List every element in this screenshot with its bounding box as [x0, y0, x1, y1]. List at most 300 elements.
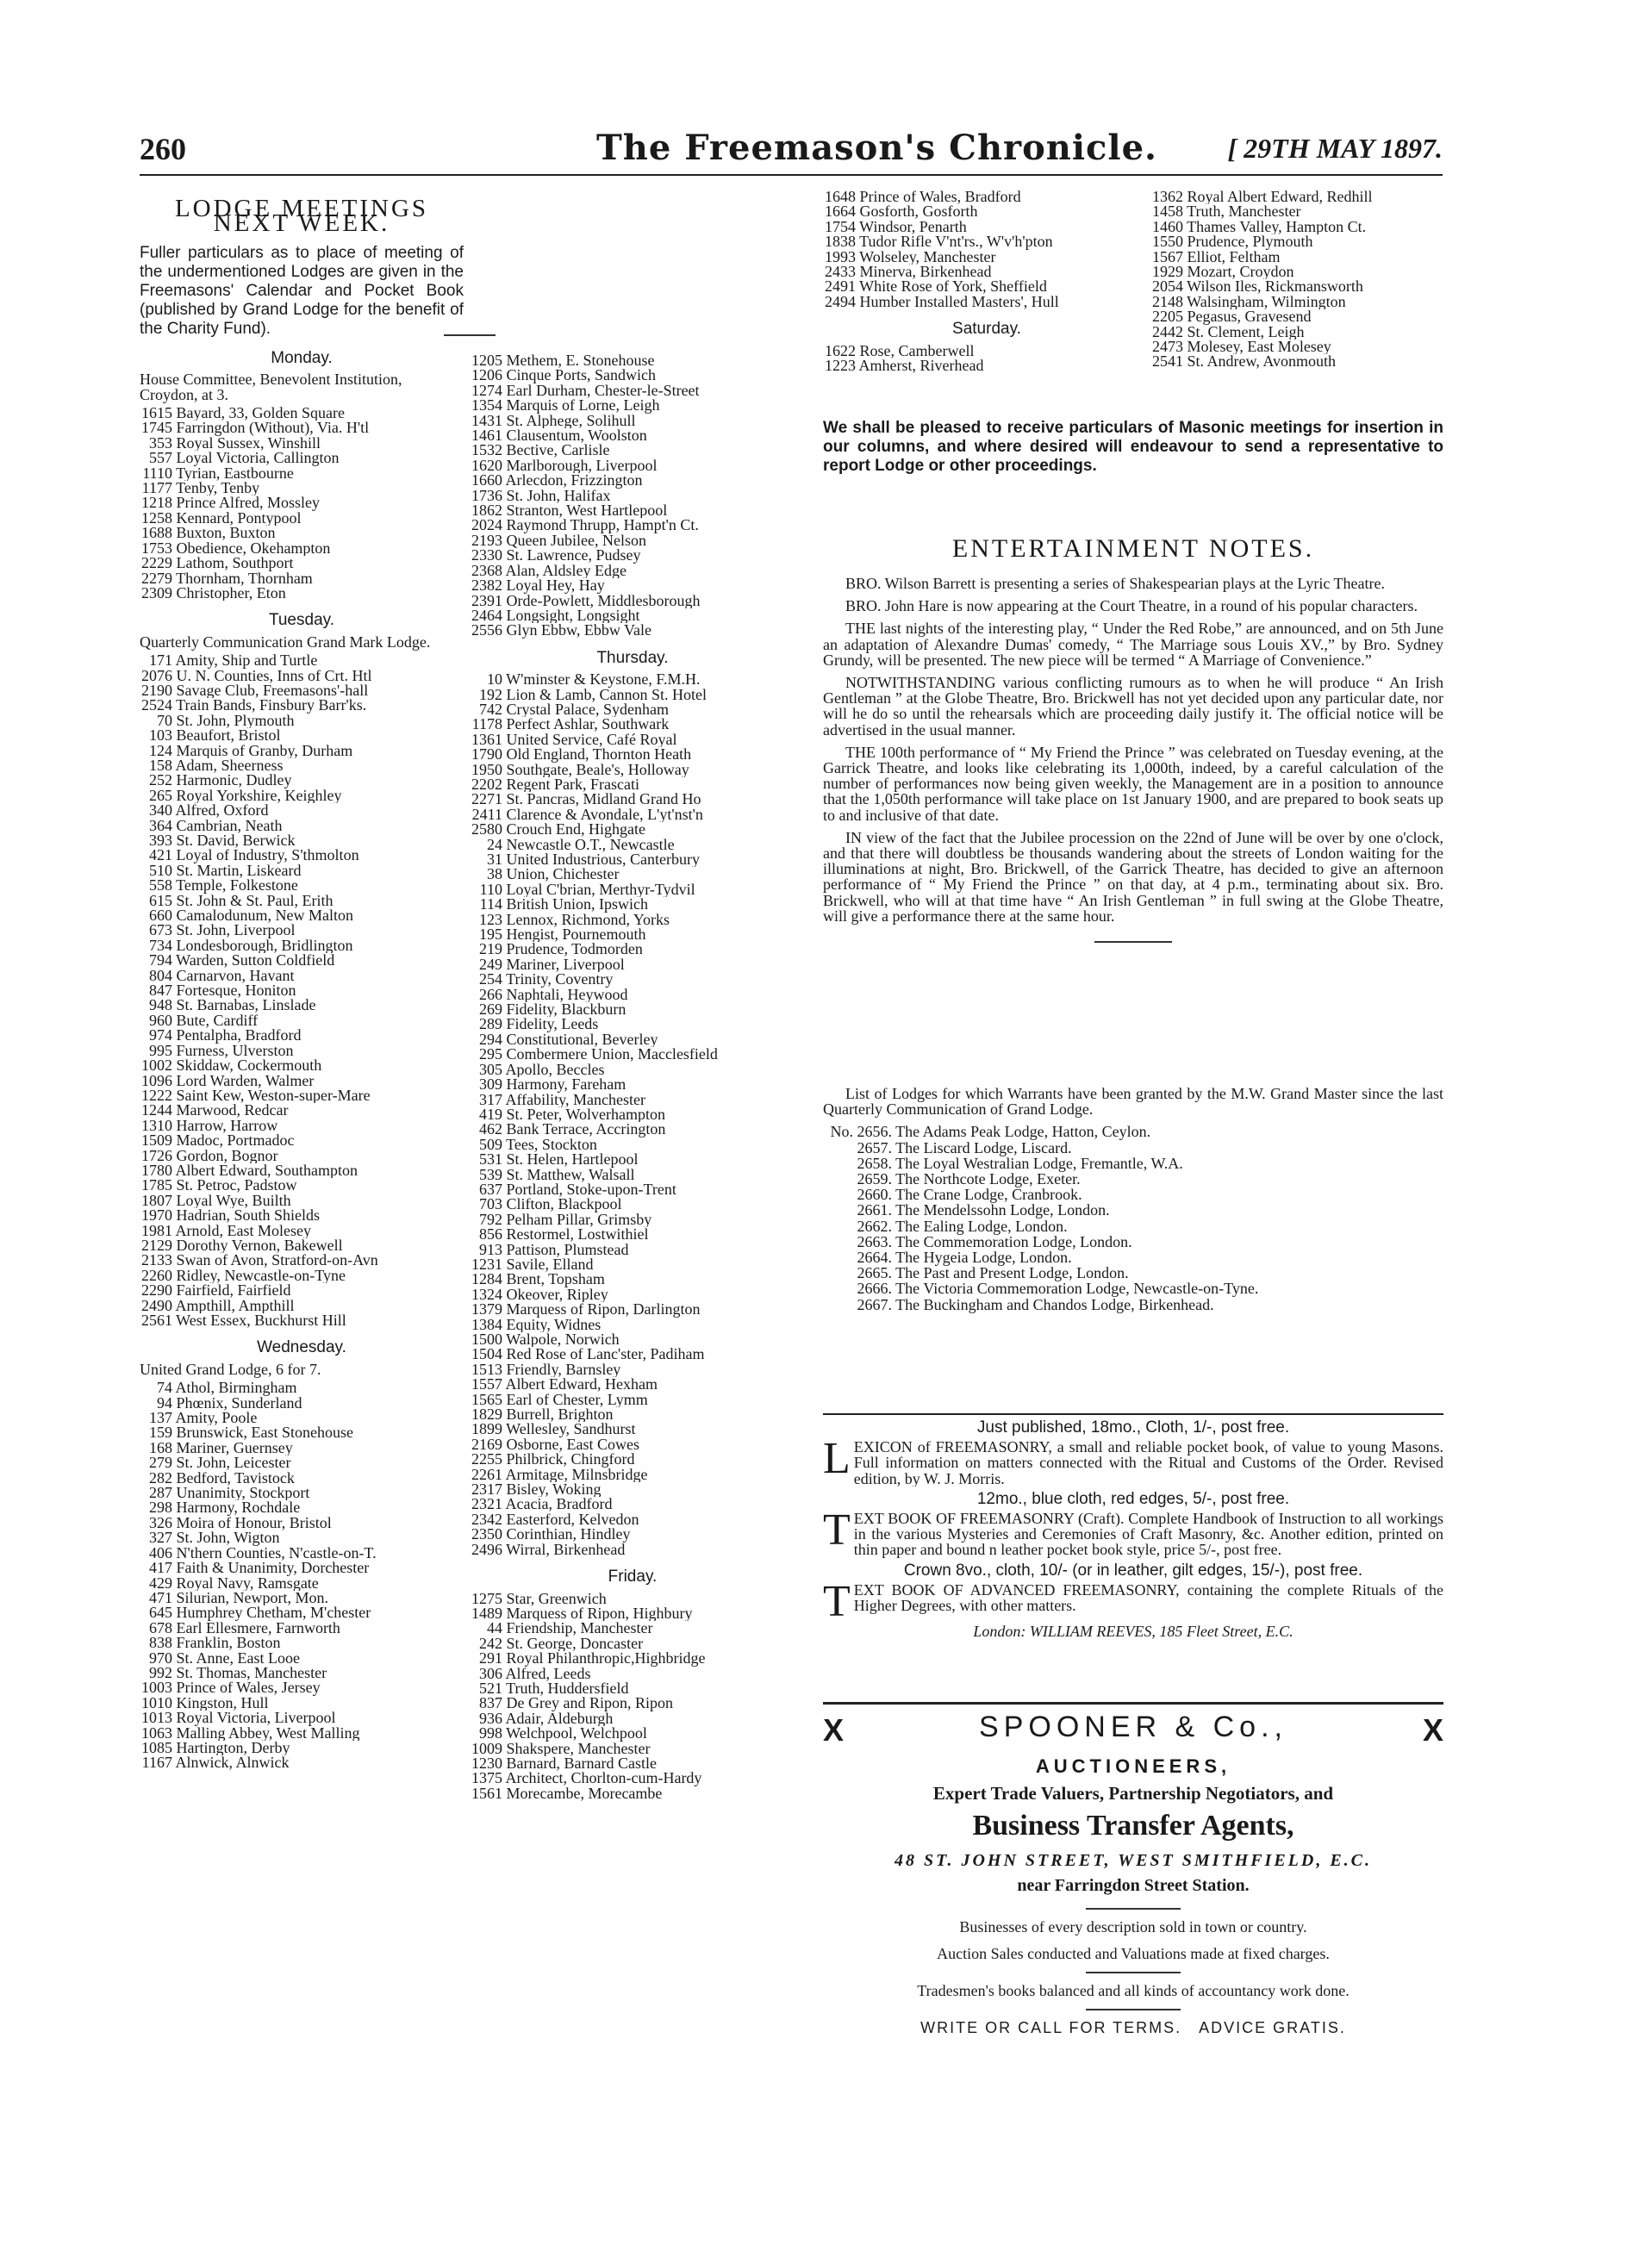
lodge-number: 1785 [141, 1178, 172, 1194]
lodge-number: 2129 [141, 1237, 172, 1254]
lodge-name: Architect, Chorlton-cum-Hardy [502, 1771, 702, 1786]
lodge-number: 1244 [141, 1103, 172, 1119]
monday-list [140, 406, 464, 601]
lodge-entry [470, 913, 795, 927]
lodge-name: Marwood, Redcar [172, 1103, 289, 1119]
lodge-name: Clausentum, Woolston [502, 428, 647, 444]
lodge-number: 1178 [471, 717, 502, 732]
lodge-entry [140, 1636, 464, 1650]
lodge-name: Newcastle O.T., Newcastle [502, 837, 675, 852]
lodge-number: 1648 [825, 190, 856, 205]
lodge-entry [140, 938, 464, 953]
spooner-advert [823, 1711, 1443, 2037]
lodge-name: Marquis of Granby, Durham [172, 743, 353, 758]
lodge-name: Malling Abbey, West Malling [172, 1725, 360, 1741]
lodge-name: St. John, Leicester [172, 1455, 291, 1471]
lodge-number: 2433 [825, 265, 856, 280]
lodge-entry [470, 1407, 795, 1422]
lodge-number: 242 [479, 1636, 502, 1652]
lodge-entry [470, 988, 795, 1002]
lodge-number: 837 [479, 1696, 502, 1711]
lodge-name: Stranton, West Hartlepool [502, 503, 668, 519]
lodge-number: 195 [479, 927, 502, 943]
lodge-number: 327 [149, 1530, 172, 1546]
lodge-entry [470, 518, 795, 533]
lodge-number: 1550 [1152, 234, 1183, 250]
lodge-number: 254 [479, 972, 502, 988]
lodge-name: Cinque Ports, Sandwich [502, 368, 656, 383]
lodge-number: 1929 [1152, 265, 1183, 280]
lodge-name: Naphtali, Heywood [502, 987, 628, 1003]
lodge-name: Pelham Pillar, Grimsby [502, 1212, 652, 1228]
lodge-column-3 [823, 190, 1150, 373]
lodge-name: Union, Chichester [502, 867, 620, 882]
lodge-number: 2541 [1152, 354, 1183, 370]
lodge-name: Tenby, Tenby [172, 481, 260, 496]
lodge-number: 282 [149, 1470, 172, 1487]
lodge-name: Loyal Wye, Builth [172, 1193, 291, 1209]
lodge-entry [470, 1606, 795, 1621]
lodge-name: St. John, Liverpool [172, 923, 296, 938]
lodge-number: 2255 [471, 1452, 502, 1468]
lodge-entry [140, 1253, 464, 1268]
lodge-name: Bisley, Woking [502, 1482, 602, 1498]
warrant-entry [823, 1187, 1443, 1202]
warrant-number: 2665. [857, 1264, 892, 1282]
lodge-name: Gordon, Bognor [172, 1148, 278, 1163]
lodge-entry [470, 1393, 795, 1407]
lodge-number: 1258 [141, 510, 172, 527]
lodge-entry [140, 1726, 464, 1741]
lodge-number: 2133 [141, 1253, 172, 1268]
lodge-entry [470, 1786, 795, 1801]
lodge-entry [470, 1318, 795, 1332]
lodge-name: Orde-Powlett, Middlesborough [502, 593, 701, 608]
lodge-number: 1688 [141, 526, 172, 541]
lodge-name: Camalodunum, New Malton [172, 908, 353, 924]
lodge-entry [140, 1268, 464, 1283]
lodge-column-4 [1150, 190, 1443, 370]
lodge-name: Marquess of Ripon, Highbury [502, 1605, 693, 1622]
lodge-number: 1532 [471, 443, 502, 458]
lodge-number: 74 [157, 1381, 172, 1396]
lodge-number: 1361 [471, 732, 502, 748]
lodge-entry [470, 608, 795, 623]
lodge-number: 2024 [471, 518, 502, 533]
advert-address: 48 ST. JOHN STREET, WEST SMITHFIELD, E.C. [894, 1851, 1373, 1870]
lodge-name: Armitage, Milnsbridge [502, 1467, 648, 1483]
lodge-number: 1362 [1152, 190, 1183, 205]
lodge-number: 1310 [141, 1118, 172, 1134]
lodge-number: 1660 [471, 473, 502, 489]
lodge-entry [470, 1726, 795, 1741]
lodge-entry [140, 1605, 464, 1620]
lodge-entry [140, 998, 464, 1013]
lodge-name: Amity, Ship and Turtle [172, 653, 318, 669]
rule-before-books [823, 1413, 1443, 1415]
lodge-entry [140, 894, 464, 908]
lodge-entry [470, 882, 795, 897]
lodge-name: St. John, Plymouth [172, 713, 295, 729]
lodge-name: Unanimity, Stockport [172, 1486, 310, 1501]
lodge-number: 2580 [471, 822, 502, 838]
warrant-number: 2658. [857, 1154, 892, 1172]
lodge-number: 2342 [471, 1512, 502, 1528]
lodge-entry [140, 541, 464, 556]
lodge-entry [140, 1194, 464, 1208]
lodge-number: 1431 [471, 413, 502, 429]
lodge-name: Philbrick, Chingford [502, 1452, 635, 1468]
lodge-name: Prudence, Todmorden [502, 942, 643, 957]
lodge-name: Londesborough, Bridlington [172, 938, 353, 954]
lodge-number: 269 [479, 1002, 502, 1018]
lodge-number: 429 [149, 1575, 172, 1591]
lodge-name: Swan of Avon, Stratford-on-Avn [172, 1253, 378, 1268]
lodge-entry [470, 838, 795, 852]
lodge-name: Royal Victoria, Liverpool [172, 1711, 336, 1726]
lodge-number: 70 [157, 713, 172, 729]
friday-list [470, 1592, 795, 1802]
warrant-entry [823, 1265, 1443, 1281]
lodge-number: 2271 [471, 792, 502, 807]
lodge-number: 557 [149, 451, 172, 466]
lodge-entry [140, 1530, 464, 1545]
lodge-number: 393 [149, 833, 172, 849]
lodge-number: 1275 [471, 1591, 502, 1606]
lodge-name: St. John, Halifax [502, 488, 611, 504]
lodge-number: 309 [479, 1077, 502, 1093]
lodge-number: 1013 [141, 1711, 172, 1726]
lodge-entry [140, 466, 464, 481]
lodge-name: St. Petroc, Padstow [172, 1178, 297, 1194]
dropcap: L [823, 1439, 851, 1484]
lodge-name: Harmony, Fareham [502, 1077, 627, 1093]
lodge-number: 2260 [141, 1268, 172, 1284]
lodge-name: Tees, Stockton [502, 1137, 597, 1153]
advert-service-3: Tradesmen's books balanced and all kinds of accountancy work done. [917, 1982, 1350, 1999]
lodge-name: Savage Club, Freemasons'-hall [172, 683, 369, 699]
lodge-number: 2261 [471, 1467, 502, 1483]
lodge-name: Southgate, Beale's, Holloway [502, 762, 689, 777]
warrant-number: 2660. [857, 1186, 892, 1204]
lodge-entry [470, 1452, 795, 1467]
lodge-name: Christopher, Eton [172, 585, 286, 602]
lodge-name: Furness, Ulverston [172, 1043, 294, 1059]
lodge-entry [470, 867, 795, 882]
lodge-name: Amherst, Riverhead [856, 358, 984, 374]
lodge-number: 1274 [471, 383, 502, 399]
lodge-number: 1838 [825, 234, 856, 250]
lodge-name: Prince of Wales, Jersey [172, 1680, 321, 1696]
lodge-number: 913 [479, 1242, 502, 1257]
lodge-entry [470, 897, 795, 912]
rule-before-advert [823, 1702, 1443, 1705]
lodge-number: 1177 [141, 481, 172, 496]
lodge-entry [140, 1500, 464, 1515]
lodge-number: 960 [149, 1013, 172, 1029]
warrant-number: 2663. [857, 1232, 892, 1250]
lodge-name: St. John, Wigton [172, 1530, 280, 1546]
lodge-entry [470, 1152, 795, 1167]
lodge-number: 44 [487, 1621, 502, 1636]
lodge-entry [1150, 340, 1443, 354]
lodge-name: Dorothy Vernon, Bakewell [172, 1237, 343, 1254]
lodge-name: Albert Edward, Hexham [502, 1377, 658, 1393]
lodge-number: 1167 [141, 1755, 172, 1771]
lodge-name: Lion & Lamb, Cannon St. Hotel [502, 687, 707, 702]
lodge-number: 995 [149, 1043, 172, 1059]
lodge-name: Adam, Sheerness [172, 757, 284, 774]
lodge-number: 1375 [471, 1771, 502, 1786]
lodge-name: Royal Navy, Ramsgate [172, 1575, 319, 1591]
lodge-number: 1504 [471, 1347, 502, 1362]
warrant-number: 2661. [857, 1201, 892, 1219]
ent-paragraph: IN view of the fact that the Jubilee procession on the 22nd of June will be over by one o'clock, and that there will doubtless be thousands wandering about the streets of London waiting for the illuminations at night, Bro. Brickwell, of the Garrick Theatre, has decided to give an afternoon performance of “ My Friend the Prince ” on that day, at 4 p.m., terminating about six. Bro. Brickwell, who will at that time have “ An Irish Gentleman ” in full swing at the Globe Theatre, will give a performance there at the same hour. [823, 828, 1443, 925]
lodge-name: Athol, Birmingham [172, 1381, 297, 1396]
lodge-name: W'minster & Keystone, F.M.H. [502, 672, 701, 688]
lodge-number: 2391 [471, 593, 502, 608]
lodge-name: Buxton, Buxton [172, 526, 276, 541]
lodge-entry [140, 1486, 464, 1500]
lodge-number: 421 [149, 848, 172, 863]
warrant-number: 2666. [857, 1280, 892, 1298]
lodge-entry [470, 503, 795, 518]
thursday-list [470, 672, 795, 1557]
lodge-entry [1150, 309, 1443, 324]
lodge-number: 1085 [141, 1740, 172, 1756]
lodge-entry [823, 190, 1150, 204]
day-heading-thursday: Thursday. [596, 648, 669, 667]
lodge-entry [470, 458, 795, 473]
lodge-name: Elliot, Feltham [1183, 249, 1281, 265]
lodge-name: St. Lawrence, Pudsey [502, 548, 641, 564]
warrant-number: No. 2656. [830, 1123, 892, 1141]
lodge-name: St. Peter, Wolverhampton [502, 1106, 665, 1123]
lodge-name: Lennox, Richmond, Yorks [502, 912, 670, 928]
lodge-number: 2290 [141, 1283, 172, 1299]
lodge-number: 1513 [471, 1362, 502, 1378]
warrant-lodge: The Past and Present Lodge, London. [892, 1264, 1129, 1282]
lodge-name: Shakspere, Manchester [502, 1741, 651, 1756]
warrant-entry [823, 1281, 1443, 1296]
lodge-number: 289 [479, 1017, 502, 1032]
lodge-number: 734 [149, 938, 172, 954]
tuesday-list [140, 653, 464, 1328]
lodge-name: Constitutional, Beverley [502, 1032, 658, 1048]
lodge-entry [470, 1272, 795, 1287]
lodge-name: Clifton, Blackpool [502, 1197, 622, 1212]
advert-name: SPOONER & Co., [979, 1711, 1287, 1743]
lodge-name: Old England, Thornton Heath [502, 747, 692, 763]
lodge-number: 406 [149, 1545, 172, 1561]
lodge-number: 1780 [141, 1163, 172, 1179]
lodge-entry [140, 1074, 464, 1088]
lodge-number: 1384 [471, 1317, 502, 1332]
lodge-number: 847 [149, 983, 172, 999]
lodge-entry [470, 1497, 795, 1512]
advert-near: near Farringdon Street Station. [1017, 1876, 1250, 1895]
lodge-entry [470, 1243, 795, 1257]
lodge-number: 94 [157, 1395, 172, 1412]
lodge-name: Fortesque, Honiton [172, 983, 296, 999]
advert-mark-right: X [1422, 1712, 1443, 1748]
lodge-number: 295 [479, 1047, 502, 1063]
lodge-entry [470, 443, 795, 458]
monday-note: House Committee, Benevolent Institution, Croydon, at 3. [140, 371, 402, 403]
lodge-name: Easterford, Kelvedon [502, 1512, 639, 1528]
warrant-lodge: The Loyal Westralian Lodge, Fremantle, W.A. [892, 1154, 1183, 1172]
book3-entry [823, 1582, 1443, 1620]
lodge-entry [140, 1455, 464, 1470]
lodge-entry [140, 451, 464, 465]
lodge-entry [470, 702, 795, 717]
lodge-number: 974 [149, 1028, 172, 1044]
lodge-number: 279 [149, 1455, 172, 1471]
lodge-name: Glyn Ebbw, Ebbw Vale [502, 623, 651, 639]
lodge-number: 970 [149, 1650, 172, 1666]
lodge-number: 462 [479, 1122, 502, 1138]
advert-rule [1086, 1972, 1181, 1973]
lodge-number: 637 [479, 1181, 502, 1198]
lodge-name: Fidelity, Leeds [502, 1017, 599, 1032]
lodge-number: 287 [149, 1486, 172, 1501]
lodge-number: 219 [479, 942, 502, 957]
lodge-name: Marquis of Lorne, Leigh [502, 398, 660, 414]
lodge-entry [140, 1028, 464, 1043]
lodge-entry [470, 1742, 795, 1756]
lodge-entry [140, 1178, 464, 1193]
lodge-number: 291 [479, 1651, 502, 1667]
lodge-number: 2473 [1152, 340, 1183, 355]
lodge-entry [470, 1168, 795, 1182]
lodge-name: Hartington, Derby [172, 1740, 290, 1756]
lodge-entry [470, 1621, 795, 1636]
lodge-entry [823, 279, 1150, 294]
warrant-entry [823, 1140, 1443, 1156]
lodge-number: 673 [149, 923, 172, 938]
lodge-number: 1981 [141, 1223, 172, 1238]
lodge-entry [470, 1212, 795, 1227]
lodge-entry [140, 698, 464, 713]
lodge-entry [1150, 190, 1443, 204]
warrant-entry [823, 1202, 1443, 1218]
lodge-name: Adair, Aldeburgh [502, 1711, 614, 1727]
page-number: 260 [140, 132, 186, 166]
lodge-name: Barnard, Barnard Castle [502, 1755, 657, 1772]
lodge-entry [470, 1032, 795, 1047]
lodge-number: 24 [487, 837, 502, 852]
lodge-entry [140, 863, 464, 878]
lodge-number: 1003 [141, 1680, 172, 1696]
lodge-entry [470, 747, 795, 762]
lodge-name: Crystal Palace, Sydenham [502, 701, 669, 718]
lodge-name: Rose, Camberwell [856, 343, 975, 359]
lodge-number: 192 [479, 687, 502, 702]
lodge-name: Wilson Iles, Rickmansworth [1183, 279, 1363, 295]
lodge-name: Alfred, Leeds [502, 1666, 591, 1681]
lodge-number: 2169 [471, 1437, 502, 1453]
lodge-name: Truth, Manchester [1183, 204, 1301, 220]
lodge-number: 38 [487, 867, 502, 882]
lodge-name: Walsingham, Wilmington [1183, 294, 1346, 310]
lodge-name: Warden, Sutton Coldfield [172, 953, 335, 969]
warrant-number: 2662. [857, 1217, 892, 1235]
lodge-name: Earl Ellesmere, Farnworth [172, 1620, 340, 1636]
warrant-lodge: The Crane Lodge, Cranbrook. [892, 1186, 1082, 1204]
lodge-name: Earl of Chester, Lymm [502, 1392, 648, 1408]
lodge-name: Wolseley, Manchester [856, 249, 996, 265]
entertainment-heading: ENTERTAINMENT NOTES. [951, 534, 1315, 563]
lodge-entry [470, 1093, 795, 1107]
lodge-name: Marquess of Ripon, Darlington [502, 1302, 701, 1318]
lodge-number: 2382 [471, 578, 502, 594]
lodge-name: Kingston, Hull [172, 1695, 269, 1711]
lodge-entry [140, 683, 464, 698]
lodge-name: Osborne, East Cowes [502, 1437, 639, 1453]
lodge-entry [140, 819, 464, 833]
lodge-number: 137 [149, 1411, 172, 1426]
warrant-entry [823, 1297, 1443, 1312]
lodge-name: St. George, Doncaster [502, 1636, 644, 1652]
lodge-name: Bute, Cardiff [172, 1013, 259, 1029]
lodge-entry [470, 672, 795, 687]
lodge-entry [470, 1047, 795, 1062]
lodge-name: Prince of Wales, Bradford [856, 190, 1021, 205]
lodge-entry [140, 789, 464, 803]
lodge-name: St. Martin, Liskeard [172, 863, 302, 879]
lodge-name: Royal Yorkshire, Keighley [172, 788, 342, 804]
lodge-number: 2317 [471, 1482, 502, 1498]
lodge-number: 998 [479, 1726, 502, 1742]
lodge-name: Skiddaw, Cockermouth [172, 1058, 322, 1074]
lodge-entry [140, 923, 464, 938]
lodge-number: 2368 [471, 563, 502, 579]
lodge-entry [470, 1482, 795, 1497]
lodge-name: Moira of Honour, Bristol [172, 1515, 332, 1531]
lodge-name: Tyrian, Eastbourne [172, 465, 294, 482]
lodge-name: Longsight, Longsight [502, 608, 640, 624]
lodge-number: 171 [149, 653, 172, 669]
lodge-name: Royal Sussex, Winshill [172, 435, 321, 452]
lodge-name: Wirral, Birkenhead [502, 1542, 626, 1558]
lodge-name: Savile, Elland [502, 1256, 594, 1273]
lodge-number: 1230 [471, 1755, 502, 1772]
lodge-number: 2330 [471, 548, 502, 564]
lodge-name: Corinthian, Hindley [502, 1527, 631, 1543]
day-heading-tuesday: Tuesday. [268, 611, 335, 630]
lodge-entry [140, 1471, 464, 1486]
lodge-name: Alan, Aldsley Edge [502, 563, 627, 579]
lodge-number: 2309 [141, 585, 172, 602]
lodge-number: 10 [487, 672, 502, 688]
lodge-entry [470, 1437, 795, 1452]
lodge-entry [140, 1058, 464, 1073]
lodge-number: 2442 [1152, 324, 1183, 340]
lodge-notice: We shall be pleased to receive particulars of Masonic meetings for insertion in our columns, and where desired will endeavour to send a representative to report Lodge or other proceedings. [823, 419, 1443, 475]
lodge-entry [470, 732, 795, 747]
lodge-entry [140, 1208, 464, 1223]
lodge-number: 294 [479, 1032, 502, 1048]
lodge-entry [140, 1133, 464, 1148]
lodge-name: Welchpool, Welchpool [502, 1726, 647, 1742]
lodge-entry [140, 908, 464, 923]
warrant-number: 2667. [857, 1295, 892, 1313]
lodge-entry [823, 295, 1150, 309]
lodge-name: St. Pancras, Midland Grand Ho [502, 792, 701, 807]
book2-text: EXT BOOK OF FREEMASONRY (Craft). Complete Handbook of Instruction to all workings in the various Mysteries and Ceremonies of Craft Masonry, &c. Another edition, printed on thin paper and bound n leather pocket book style, price 5/-, post free. [853, 1511, 1443, 1558]
lodge-entry [823, 250, 1150, 265]
lodge-name: Queen Jubilee, Nelson [502, 533, 646, 549]
